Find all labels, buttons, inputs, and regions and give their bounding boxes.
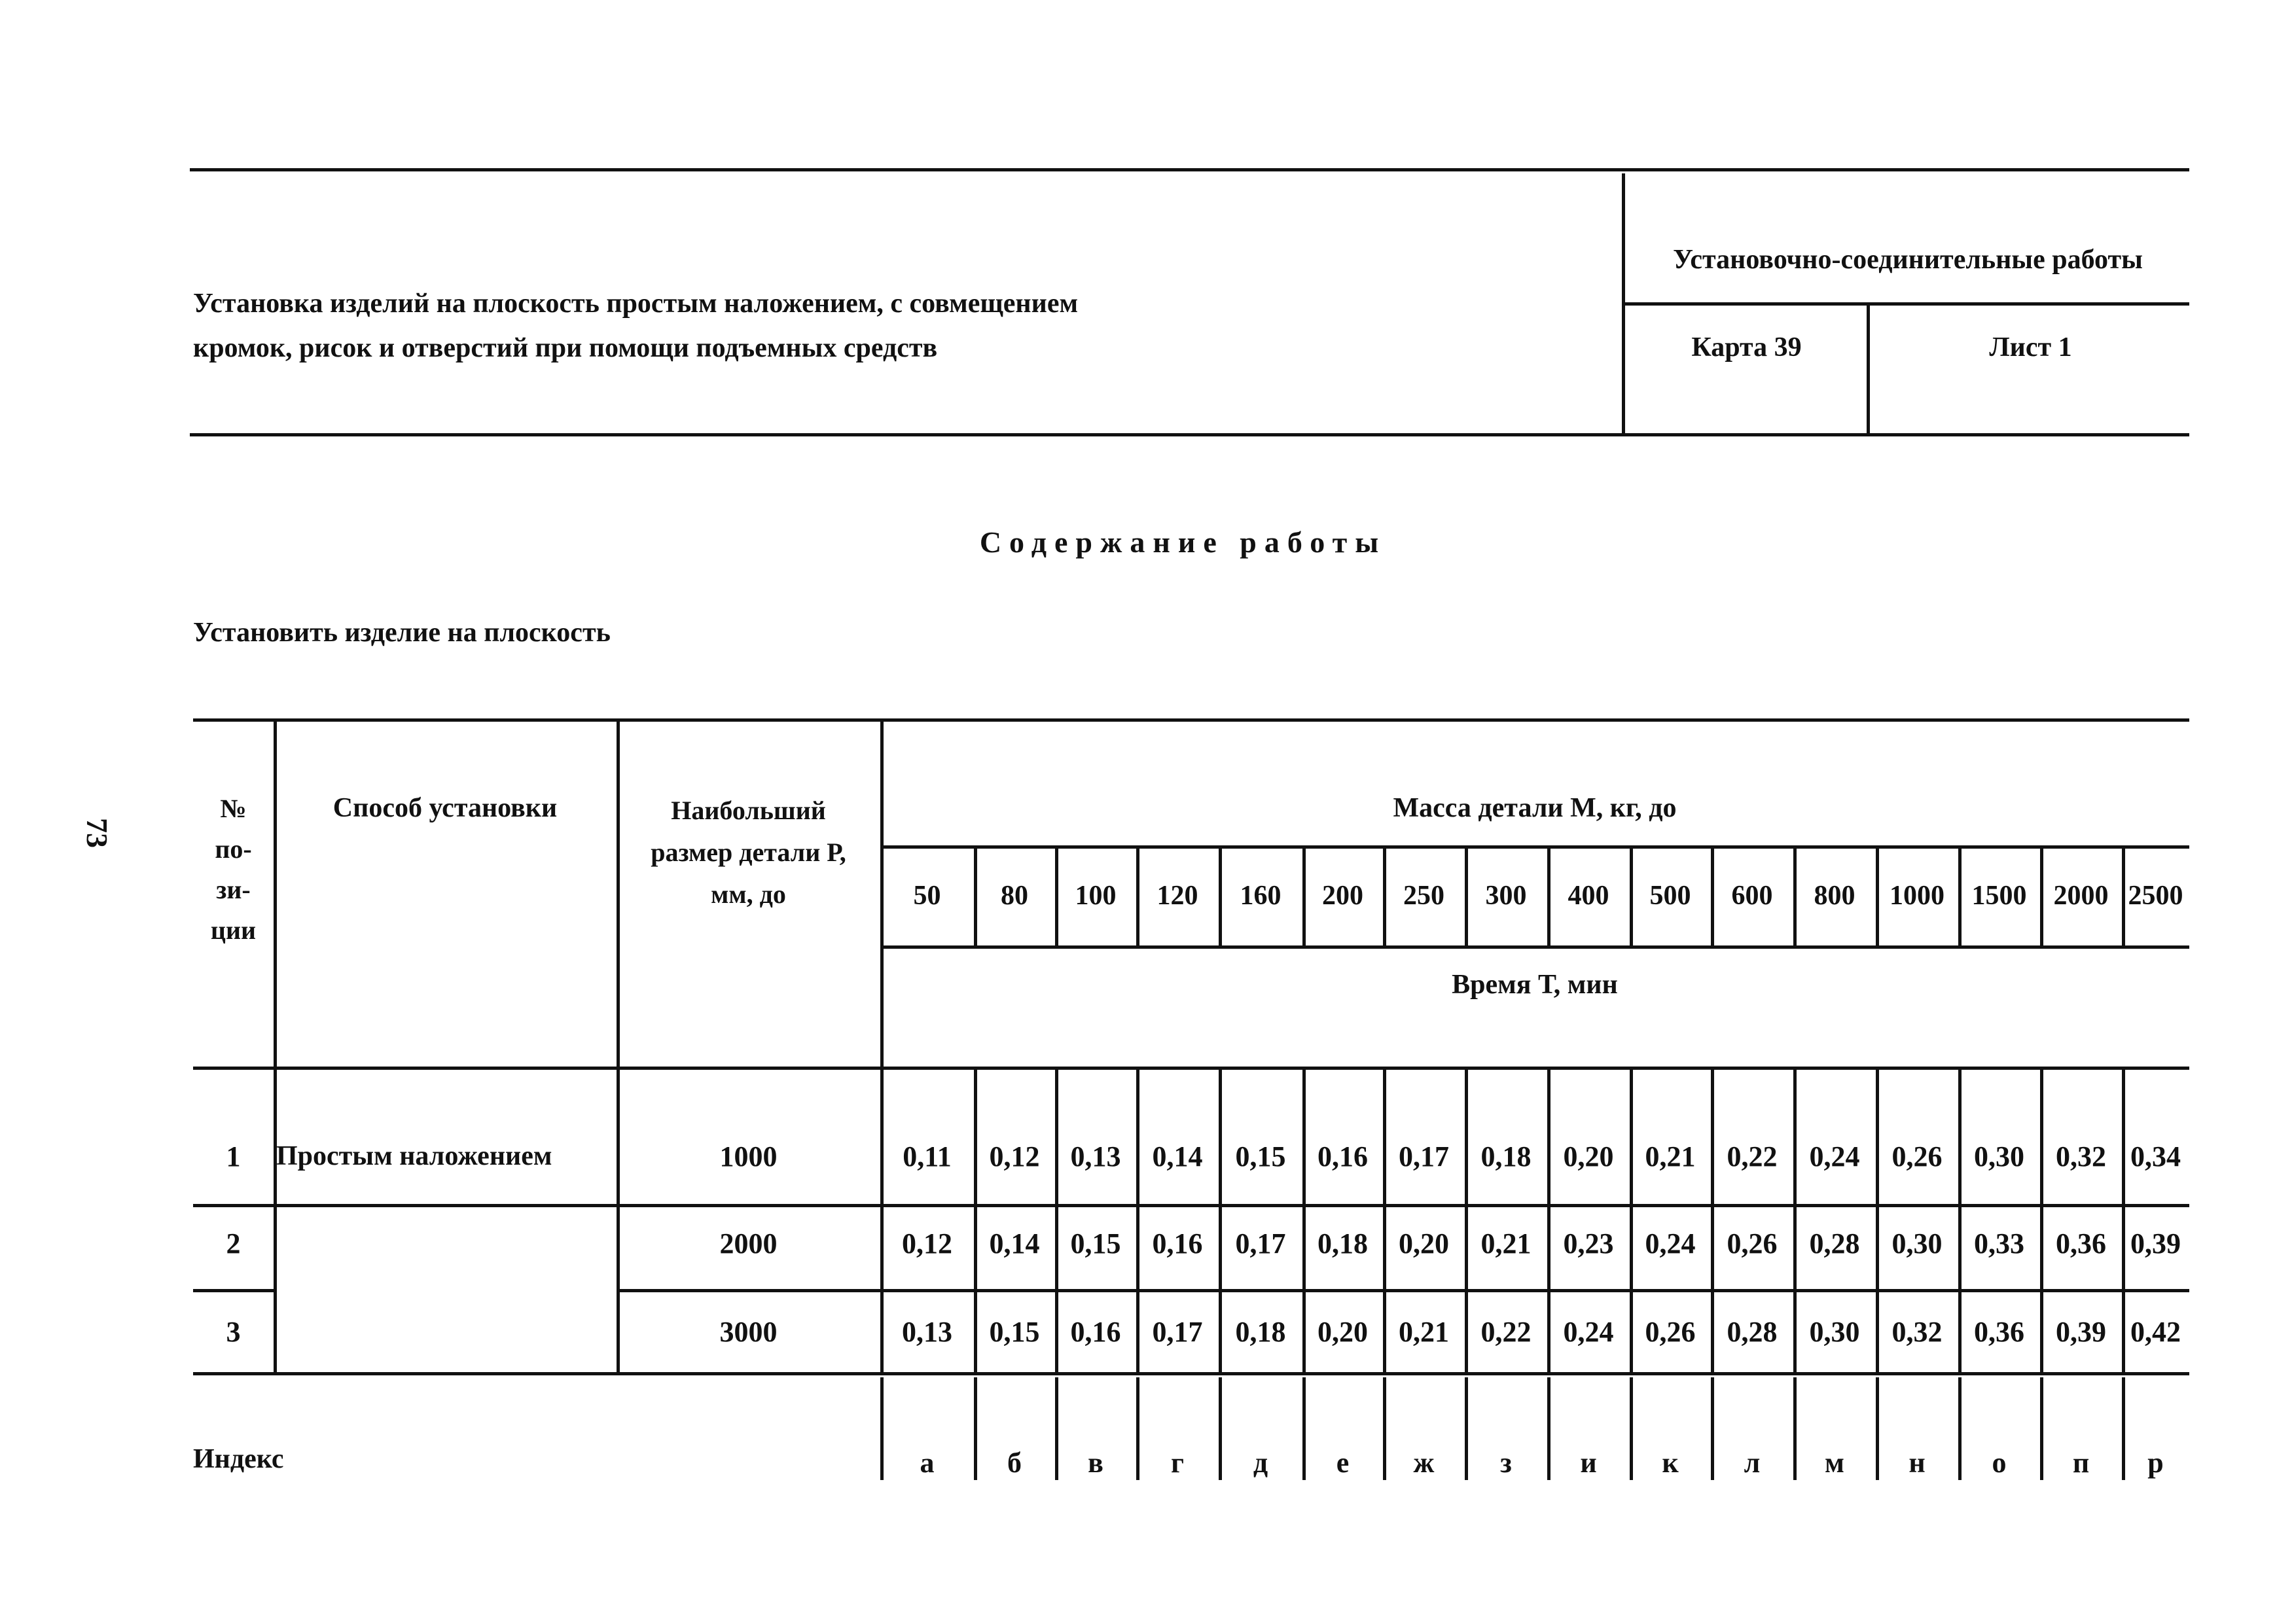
time-value: 0,22 xyxy=(1727,1140,1778,1173)
time-subheader-rule xyxy=(880,945,2189,949)
time-value: 0,33 xyxy=(1974,1227,2024,1260)
time-value: 0,12 xyxy=(902,1227,952,1260)
index-value: д xyxy=(1253,1446,1268,1479)
index-value: в xyxy=(1088,1446,1103,1479)
col-num-header-line: ции xyxy=(210,915,257,945)
time-value: 0,23 xyxy=(1563,1227,1614,1260)
time-value: 0,11 xyxy=(903,1140,952,1173)
time-value: 0,24 xyxy=(1809,1140,1860,1173)
row-num: 1 xyxy=(226,1140,241,1173)
header-bottom-rule xyxy=(190,433,2189,436)
mass-value: 400 xyxy=(1568,880,1609,911)
content-heading: Содержание работы xyxy=(979,525,1387,559)
header-section: Установочно-соединительные работы xyxy=(1673,245,2143,275)
time-value: 0,12 xyxy=(989,1140,1040,1173)
index-value: м xyxy=(1825,1446,1844,1479)
time-value: 0,24 xyxy=(1645,1227,1696,1260)
mass-value: 500 xyxy=(1649,880,1691,911)
time-value: 0,42 xyxy=(2130,1315,2181,1348)
time-value: 0,14 xyxy=(1152,1140,1203,1173)
time-value: 0,26 xyxy=(1727,1227,1778,1260)
col-num-header-line: по- xyxy=(215,834,252,864)
content-instruction: Установить изделие на плоскость xyxy=(193,618,611,648)
mass-value: 1500 xyxy=(1971,880,2027,911)
time-value: 0,15 xyxy=(1235,1140,1286,1173)
time-value: 0,26 xyxy=(1645,1315,1696,1348)
index-value: п xyxy=(2072,1446,2090,1479)
time-value: 0,21 xyxy=(1480,1227,1532,1260)
time-value: 0,16 xyxy=(1070,1315,1121,1348)
row-size: 1000 xyxy=(719,1140,778,1173)
index-value: к xyxy=(1662,1446,1679,1479)
index-value: б xyxy=(1007,1446,1022,1479)
time-value: 0,13 xyxy=(902,1315,952,1348)
mass-value: 200 xyxy=(1322,880,1363,911)
time-value: 0,39 xyxy=(2130,1227,2181,1260)
time-header: Время Т, мин xyxy=(1452,970,1618,1000)
mass-value: 160 xyxy=(1240,880,1281,911)
col-method-header: Способ установки xyxy=(332,793,558,823)
col-size-header xyxy=(617,790,880,915)
time-value: 0,15 xyxy=(989,1315,1040,1348)
index-value: г xyxy=(1171,1446,1184,1479)
header-title-line1: Установка изделий на плоскость простым наложением, с совмещением xyxy=(193,289,1079,319)
col-num-header-line: зи- xyxy=(216,875,251,904)
time-value: 0,21 xyxy=(1399,1315,1449,1348)
row-method: Простым наложением xyxy=(276,1141,552,1171)
time-value: 0,30 xyxy=(1974,1140,2024,1173)
col-num-header-line: № xyxy=(220,794,247,823)
time-value: 0,17 xyxy=(1152,1315,1203,1348)
time-value: 0,20 xyxy=(1399,1227,1449,1260)
time-value: 0,16 xyxy=(1317,1140,1368,1173)
page-number: 73 xyxy=(81,818,114,848)
row-size: 3000 xyxy=(719,1315,778,1348)
header-end-rule xyxy=(193,1067,2189,1070)
mass-value: 2000 xyxy=(2053,880,2109,911)
header-top-rule xyxy=(190,168,2189,171)
index-value: л xyxy=(1744,1446,1761,1479)
row1-end-rule xyxy=(193,1204,2189,1207)
time-value: 0,39 xyxy=(2056,1315,2106,1348)
row-num: 3 xyxy=(226,1315,241,1348)
row-num: 2 xyxy=(226,1227,241,1260)
time-value: 0,36 xyxy=(2056,1227,2106,1260)
time-value: 0,17 xyxy=(1399,1140,1449,1173)
mass-value: 120 xyxy=(1156,880,1198,911)
col-size-header-line: Наибольший xyxy=(671,796,826,825)
header-right-split xyxy=(1623,302,2189,306)
time-value: 0,21 xyxy=(1645,1140,1696,1173)
col-size-header-line: размер детали Р, xyxy=(651,838,846,867)
time-value: 0,24 xyxy=(1563,1315,1614,1348)
index-value: ж xyxy=(1413,1446,1435,1479)
mass-value: 80 xyxy=(1001,880,1028,911)
table-top-rule xyxy=(193,718,2189,722)
row2-end-rule xyxy=(193,1289,275,1292)
index-value: з xyxy=(1500,1446,1512,1479)
time-value: 0,36 xyxy=(1974,1315,2024,1348)
header-sheet: Лист 1 xyxy=(1989,332,2072,362)
row-size: 2000 xyxy=(719,1227,778,1260)
time-value: 0,16 xyxy=(1152,1227,1203,1260)
time-value: 0,22 xyxy=(1480,1315,1532,1348)
index-value: а xyxy=(920,1446,935,1479)
index-value: р xyxy=(2147,1446,2164,1479)
mass-value: 1000 xyxy=(1890,880,1945,911)
header-card-sheet-divider xyxy=(1867,302,1870,435)
row2-end-rule-right xyxy=(617,1289,2189,1292)
time-value: 0,28 xyxy=(1727,1315,1778,1348)
mass-header: Масса детали М, кг, до xyxy=(1393,793,1677,823)
time-value: 0,20 xyxy=(1317,1315,1368,1348)
time-value: 0,18 xyxy=(1235,1315,1286,1348)
time-value: 0,26 xyxy=(1891,1140,1943,1173)
mass-value: 2500 xyxy=(2128,880,2183,911)
mass-value: 100 xyxy=(1075,880,1117,911)
header-title-line2: кромок, рисок и отверстий при помощи подъемных средств xyxy=(193,333,938,363)
header-card: Карта 39 xyxy=(1691,332,1802,362)
mass-value: 600 xyxy=(1731,880,1773,911)
time-value: 0,32 xyxy=(1891,1315,1943,1348)
col-size-header-line: мм, до xyxy=(711,879,786,909)
col-num-header xyxy=(193,788,274,951)
time-value: 0,32 xyxy=(2056,1140,2106,1173)
time-value: 0,28 xyxy=(1809,1227,1860,1260)
time-value: 0,30 xyxy=(1891,1227,1943,1260)
mass-value: 50 xyxy=(913,880,941,911)
time-value: 0,15 xyxy=(1070,1227,1121,1260)
index-value: е xyxy=(1336,1446,1350,1479)
time-value: 0,14 xyxy=(989,1227,1040,1260)
index-value: и xyxy=(1580,1446,1597,1479)
mass-value: 250 xyxy=(1403,880,1444,911)
time-value: 0,17 xyxy=(1235,1227,1286,1260)
mass-value: 300 xyxy=(1485,880,1527,911)
index-value: н xyxy=(1909,1446,1926,1479)
table-bottom-rule xyxy=(193,1372,2189,1375)
mass-value: 800 xyxy=(1814,880,1855,911)
time-value: 0,20 xyxy=(1563,1140,1614,1173)
time-value: 0,13 xyxy=(1070,1140,1121,1173)
time-value: 0,18 xyxy=(1317,1227,1368,1260)
time-value: 0,34 xyxy=(2130,1140,2181,1173)
index-label: Индекс xyxy=(193,1444,284,1474)
time-value: 0,18 xyxy=(1480,1140,1532,1173)
time-value: 0,30 xyxy=(1809,1315,1860,1348)
index-value: о xyxy=(1992,1446,2007,1479)
